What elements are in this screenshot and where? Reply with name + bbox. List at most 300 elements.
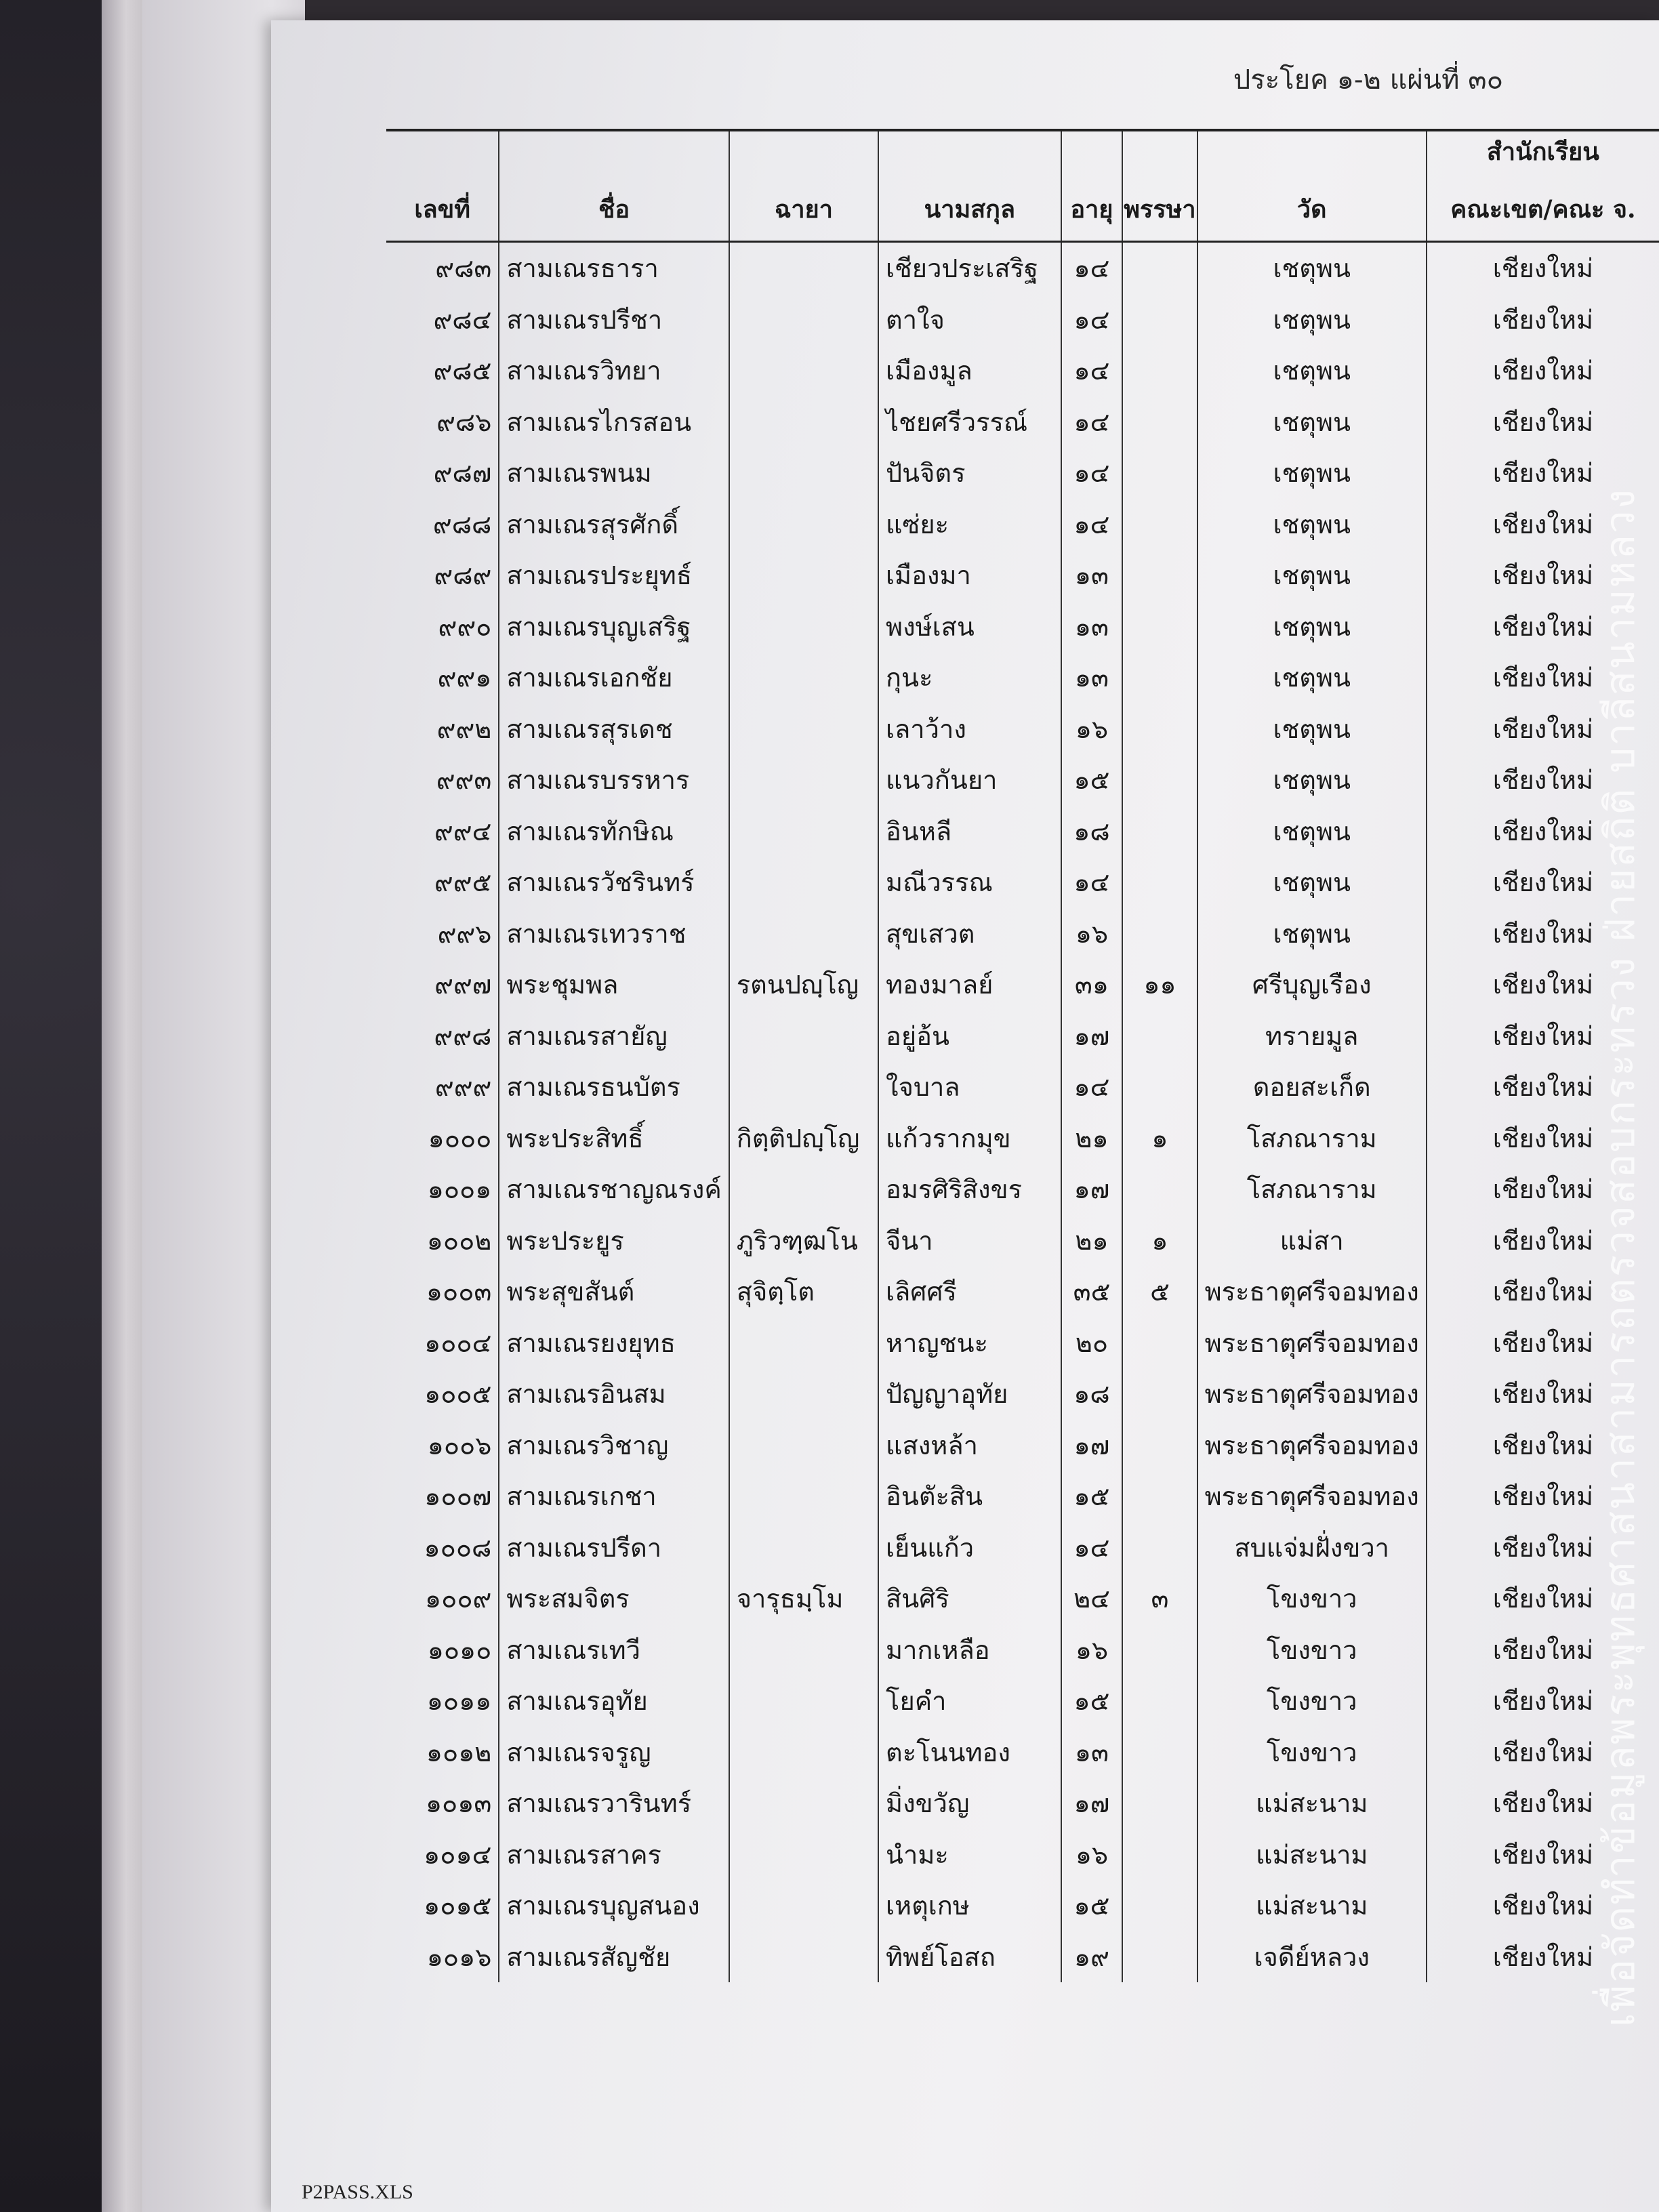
table-row xyxy=(386,908,1659,960)
cell-name: สามเณรบุญเสริฐ xyxy=(499,601,729,653)
cell-surname: โยคำ xyxy=(878,1675,1061,1727)
cell-no: ๙๙๘ xyxy=(434,1021,492,1051)
cell-name: สามเณรธารา xyxy=(499,242,729,294)
cell-age: ๑๕ xyxy=(1061,754,1123,806)
cell-name: พระชุมพล xyxy=(499,959,729,1010)
cell-office: เชียงใหม่ xyxy=(1427,1420,1659,1471)
footer-filename: P2PASS.XLS xyxy=(302,2181,413,2203)
table-row xyxy=(386,1215,1659,1267)
cell-surname: หาญชนะ xyxy=(878,1317,1061,1369)
cell-office: เชียงใหม่ xyxy=(1427,1522,1659,1574)
cell-name: สามเณรธนบัตร xyxy=(499,1061,729,1113)
cell-office: เชียงใหม่ xyxy=(1427,447,1659,499)
cell-title xyxy=(729,1164,878,1215)
cell-office: เชียงใหม่ xyxy=(1427,1164,1659,1215)
cell-title: สุจิตฺโต xyxy=(729,1266,878,1317)
cell-surname: นำมะ xyxy=(878,1829,1061,1881)
cell-temple: ศรีบุญเรือง xyxy=(1197,959,1427,1010)
cell-office: เชียงใหม่ xyxy=(1427,550,1659,601)
cell-title xyxy=(729,1931,878,1983)
cell-office: เชียงใหม่ xyxy=(1427,1931,1659,1983)
cell-name: สามเณรไกรสอน xyxy=(499,396,729,448)
cell-office: เชียงใหม่ xyxy=(1427,499,1659,550)
table-row xyxy=(386,703,1659,755)
column-header-office-top: สำนักเรียน xyxy=(1486,138,1599,166)
column-header-age: อายุ xyxy=(1061,130,1123,242)
cell-years: ๑๑ xyxy=(1122,959,1197,1010)
cell-title xyxy=(729,1061,878,1113)
cell-title: ภูริวฑฺฒโน xyxy=(729,1215,878,1267)
cell-title xyxy=(729,242,878,294)
cell-years xyxy=(1122,1522,1197,1574)
cell-temple: พระธาตุศรีจอมทอง xyxy=(1197,1317,1427,1369)
cell-age: ๑๖ xyxy=(1061,908,1123,960)
cell-title xyxy=(729,447,878,499)
cell-title xyxy=(729,1829,878,1881)
cell-no: ๙๙๔ xyxy=(434,816,492,846)
cell-surname: ตาใจ xyxy=(878,294,1061,346)
table-row xyxy=(386,1931,1659,1983)
cell-no: ๑๐๐๙ xyxy=(425,1584,492,1614)
cell-name: สามเณรปรีดา xyxy=(499,1522,729,1574)
cell-name: สามเณรเทวราช xyxy=(499,908,729,960)
cell-name: พระสมจิตร xyxy=(499,1573,729,1624)
cell-office: เชียงใหม่ xyxy=(1427,1317,1659,1369)
cell-temple: แม่สะนาม xyxy=(1197,1829,1427,1881)
cell-temple: พระธาตุศรีจอมทอง xyxy=(1197,1471,1427,1522)
cell-name: สามเณรอินสม xyxy=(499,1368,729,1420)
cell-surname: เลิศศรี xyxy=(878,1266,1061,1317)
cell-surname: อยู่อ้น xyxy=(878,1010,1061,1062)
cell-title xyxy=(729,499,878,550)
cell-name: พระประยูร xyxy=(499,1215,729,1267)
cell-years xyxy=(1122,345,1197,396)
cell-office: เชียงใหม่ xyxy=(1427,703,1659,755)
cell-temple: เชตุพน xyxy=(1197,550,1427,601)
table-row xyxy=(386,1880,1659,1931)
column-header-no: เลขที่ xyxy=(386,130,499,242)
cell-temple: โขงขาว xyxy=(1197,1675,1427,1727)
table-row xyxy=(386,1010,1659,1062)
cell-temple: ดอยสะเก็ด xyxy=(1197,1061,1427,1113)
cell-temple: พระธาตุศรีจอมทอง xyxy=(1197,1368,1427,1420)
cell-title xyxy=(729,1880,878,1931)
cell-no: ๙๙๖ xyxy=(437,918,492,949)
cell-temple: เชตุพน xyxy=(1197,601,1427,653)
cell-no: ๑๐๑๑ xyxy=(426,1686,492,1717)
cell-title xyxy=(729,345,878,396)
cell-temple: เชตุพน xyxy=(1197,294,1427,346)
cell-name: สามเณรวารินทร์ xyxy=(499,1778,729,1829)
cell-no: ๑๐๐๑ xyxy=(427,1174,492,1205)
cell-name: สามเณรสุรศักดิ์ xyxy=(499,499,729,550)
cell-no: ๙๘๗ xyxy=(433,458,492,489)
cell-name: สามเณรพนม xyxy=(499,447,729,499)
cell-name: สามเณรประยุทธ์ xyxy=(499,550,729,601)
cell-surname: มณีวรรณ xyxy=(878,857,1061,908)
cell-surname: ปัญญาอุทัย xyxy=(878,1368,1061,1420)
cell-age: ๒๑ xyxy=(1061,1215,1123,1267)
cell-temple: เชตุพน xyxy=(1197,652,1427,703)
cell-age: ๑๔ xyxy=(1061,499,1123,550)
cell-office: เชียงใหม่ xyxy=(1427,1368,1659,1420)
cell-temple: ทรายมูล xyxy=(1197,1010,1427,1062)
cell-no: ๙๘๙ xyxy=(434,560,492,591)
cell-age: ๑๔ xyxy=(1061,345,1123,396)
table-row xyxy=(386,1317,1659,1369)
cell-title xyxy=(729,1727,878,1778)
cell-title xyxy=(729,908,878,960)
cell-age: ๑๙ xyxy=(1061,1931,1123,1983)
cell-surname: เลาว้าง xyxy=(878,703,1061,755)
table-row xyxy=(386,1727,1659,1778)
cell-no: ๑๐๐๔ xyxy=(424,1328,492,1358)
table-row xyxy=(386,1113,1659,1164)
cell-temple: โสภณาราม xyxy=(1197,1113,1427,1164)
table-row xyxy=(386,1829,1659,1881)
cell-no: ๑๐๐๕ xyxy=(424,1379,492,1410)
cell-temple: เชตุพน xyxy=(1197,857,1427,908)
cell-age: ๑๓ xyxy=(1061,601,1123,653)
cell-years xyxy=(1122,550,1197,601)
cell-title xyxy=(729,550,878,601)
cell-temple: พระธาตุศรีจอมทอง xyxy=(1197,1266,1427,1317)
cell-surname: อมรศิริสิงขร xyxy=(878,1164,1061,1215)
cell-office: เชียงใหม่ xyxy=(1427,242,1659,294)
cell-age: ๑๔ xyxy=(1061,396,1123,448)
binder-cover xyxy=(0,0,102,2212)
cell-title: รตนปญฺโญ xyxy=(729,959,878,1010)
cell-years xyxy=(1122,1420,1197,1471)
cell-name: พระประสิทธิ์ xyxy=(499,1113,729,1164)
cell-office: เชียงใหม่ xyxy=(1427,754,1659,806)
cell-age: ๑๘ xyxy=(1061,806,1123,857)
table-row xyxy=(386,754,1659,806)
table-row xyxy=(386,806,1659,857)
cell-years xyxy=(1122,1317,1197,1369)
watermark: เพื่อจัดทำข้อมูลพระพุทธศาสนาสามารถตรวจสอบกระทรวง ฝ่ายสถิติ บาลีสนามหลวง xyxy=(1597,488,1644,2027)
cell-years xyxy=(1122,703,1197,755)
cell-no: ๑๐๐๐ xyxy=(428,1123,492,1153)
cell-surname: เย็นแก้ว xyxy=(878,1522,1061,1574)
cell-no: ๙๘๕ xyxy=(433,356,492,386)
cell-title xyxy=(729,1675,878,1727)
cell-age: ๑๓ xyxy=(1061,550,1123,601)
results-table xyxy=(386,129,1659,1982)
cell-name: สามเณรสุรเดช xyxy=(499,703,729,755)
cell-age: ๑๖ xyxy=(1061,1624,1123,1676)
cell-age: ๑๖ xyxy=(1061,703,1123,755)
cell-years xyxy=(1122,1675,1197,1727)
cell-title: กิตฺติปญฺโญ xyxy=(729,1113,878,1164)
cell-no: ๑๐๑๕ xyxy=(424,1891,492,1921)
cell-name: สามเณรเอกชัย xyxy=(499,652,729,703)
cell-title xyxy=(729,857,878,908)
cell-surname: อินหลี xyxy=(878,806,1061,857)
cell-name: สามเณรสัญชัย xyxy=(499,1931,729,1983)
cell-years: ๕ xyxy=(1122,1266,1197,1317)
cell-age: ๑๓ xyxy=(1061,1727,1123,1778)
cell-years xyxy=(1122,806,1197,857)
page-header: ประโยค ๑-๒ แผ่นที่ ๓๐ xyxy=(1233,64,1503,96)
cell-surname: มากเหลือ xyxy=(878,1624,1061,1676)
cell-years xyxy=(1122,652,1197,703)
cell-years xyxy=(1122,1829,1197,1881)
table-row xyxy=(386,1624,1659,1676)
cell-years xyxy=(1122,857,1197,908)
cell-surname: เหตุเกษ xyxy=(878,1880,1061,1931)
cell-age: ๑๔ xyxy=(1061,294,1123,346)
cell-years xyxy=(1122,1880,1197,1931)
cell-title xyxy=(729,703,878,755)
cell-age: ๑๔ xyxy=(1061,857,1123,908)
cell-years: ๑ xyxy=(1122,1215,1197,1267)
cell-surname: แนวกันยา xyxy=(878,754,1061,806)
cell-surname: เมืองมา xyxy=(878,550,1061,601)
cell-temple: แม่สา xyxy=(1197,1215,1427,1267)
cell-years xyxy=(1122,1061,1197,1113)
column-header-office xyxy=(1427,130,1659,242)
cell-title xyxy=(729,396,878,448)
cell-years xyxy=(1122,1164,1197,1215)
cell-name: สามเณรสายัญ xyxy=(499,1010,729,1062)
cell-surname: ทิพย์โอสถ xyxy=(878,1931,1061,1983)
cell-name: สามเณรวัชรินทร์ xyxy=(499,857,729,908)
cell-age: ๑๕ xyxy=(1061,1471,1123,1522)
cell-surname: แก้วรากมุข xyxy=(878,1113,1061,1164)
cell-age: ๑๕ xyxy=(1061,1675,1123,1727)
binder-edge xyxy=(102,0,142,2212)
cell-no: ๙๙๒ xyxy=(436,714,492,744)
cell-title xyxy=(729,1317,878,1369)
cell-years xyxy=(1122,447,1197,499)
cell-office: เชียงใหม่ xyxy=(1427,1675,1659,1727)
cell-surname: แซ่ยะ xyxy=(878,499,1061,550)
cell-age: ๒๔ xyxy=(1061,1573,1123,1624)
column-header-years: พรรษา xyxy=(1122,130,1197,242)
cell-office: เชียงใหม่ xyxy=(1427,1778,1659,1829)
table-row xyxy=(386,1266,1659,1317)
cell-no: ๑๐๑๐ xyxy=(427,1635,492,1665)
cell-temple: โสภณาราม xyxy=(1197,1164,1427,1215)
cell-temple: เชตุพน xyxy=(1197,806,1427,857)
cell-name: สามเณรวิทยา xyxy=(499,345,729,396)
cell-name: สามเณรสาคร xyxy=(499,1829,729,1881)
cell-age: ๑๓ xyxy=(1061,652,1123,703)
table-row xyxy=(386,1368,1659,1420)
cell-office: เชียงใหม่ xyxy=(1427,601,1659,653)
cell-name: สามเณรชาญณรงค์ xyxy=(499,1164,729,1215)
cell-temple: สบแจ่มฝั่งขวา xyxy=(1197,1522,1427,1574)
cell-temple: เชตุพน xyxy=(1197,754,1427,806)
cell-temple: เชตุพน xyxy=(1197,447,1427,499)
cell-surname: เชียวประเสริฐ xyxy=(878,242,1061,294)
cell-office: เชียงใหม่ xyxy=(1427,806,1659,857)
cell-name: สามเณรเกชา xyxy=(499,1471,729,1522)
table-row xyxy=(386,1164,1659,1215)
cell-no: ๙๙๗ xyxy=(434,970,492,1000)
cell-surname: มิ่งขวัญ xyxy=(878,1778,1061,1829)
cell-no: ๙๘๖ xyxy=(436,407,492,437)
cell-no: ๙๙๐ xyxy=(438,611,492,642)
cell-no: ๑๐๐๗ xyxy=(424,1481,492,1512)
cell-temple: โขงขาว xyxy=(1197,1727,1427,1778)
cell-title xyxy=(729,652,878,703)
cell-title: จารุธมฺโม xyxy=(729,1573,878,1624)
cell-name: สามเณรจรูญ xyxy=(499,1727,729,1778)
cell-office: เชียงใหม่ xyxy=(1427,1113,1659,1164)
table-body xyxy=(386,242,1659,1983)
cell-age: ๑๗ xyxy=(1061,1164,1123,1215)
table-header-row xyxy=(386,130,1659,242)
cell-office: เชียงใหม่ xyxy=(1427,908,1659,960)
table-row xyxy=(386,959,1659,1010)
cell-age: ๑๗ xyxy=(1061,1010,1123,1062)
cell-name: สามเณรวิชาญ xyxy=(499,1420,729,1471)
cell-years xyxy=(1122,908,1197,960)
cell-name: สามเณรบรรหาร xyxy=(499,754,729,806)
table-row xyxy=(386,1522,1659,1574)
cell-no: ๙๙๑ xyxy=(437,663,492,693)
cell-temple: เชตุพน xyxy=(1197,499,1427,550)
cell-years xyxy=(1122,754,1197,806)
cell-temple: เชตุพน xyxy=(1197,396,1427,448)
column-header-title: ฉายา xyxy=(729,130,878,242)
cell-no: ๙๘๔ xyxy=(433,304,492,335)
cell-years xyxy=(1122,499,1197,550)
cell-temple: เชตุพน xyxy=(1197,242,1427,294)
cell-years xyxy=(1122,396,1197,448)
cell-years xyxy=(1122,1368,1197,1420)
cell-office: เชียงใหม่ xyxy=(1427,396,1659,448)
cell-surname: แสงหล้า xyxy=(878,1420,1061,1471)
cell-age: ๓๑ xyxy=(1061,959,1123,1010)
cell-age: ๑๘ xyxy=(1061,1368,1123,1420)
cell-years: ๑ xyxy=(1122,1113,1197,1164)
cell-office: เชียงใหม่ xyxy=(1427,1215,1659,1267)
table-row xyxy=(386,499,1659,550)
cell-years xyxy=(1122,601,1197,653)
cell-title xyxy=(729,601,878,653)
cell-surname: สุขเสวต xyxy=(878,908,1061,960)
cell-surname: สินศิริ xyxy=(878,1573,1061,1624)
cell-years: ๓ xyxy=(1122,1573,1197,1624)
cell-title xyxy=(729,1368,878,1420)
cell-no: ๙๙๙ xyxy=(434,1072,492,1103)
cell-years xyxy=(1122,1471,1197,1522)
cell-no: ๙๙๓ xyxy=(436,765,492,796)
table-row xyxy=(386,1061,1659,1113)
cell-name: พระสุขสันต์ xyxy=(499,1266,729,1317)
table-row xyxy=(386,242,1659,294)
cell-temple: โขงขาว xyxy=(1197,1624,1427,1676)
cell-age: ๓๕ xyxy=(1061,1266,1123,1317)
cell-age: ๑๖ xyxy=(1061,1829,1123,1881)
cell-no: ๙๘๘ xyxy=(432,509,492,539)
column-header-name: ชื่อ xyxy=(499,130,729,242)
cell-office: เชียงใหม่ xyxy=(1427,959,1659,1010)
cell-name: สามเณรบุญสนอง xyxy=(499,1880,729,1931)
cell-name: สามเณรอุทัย xyxy=(499,1675,729,1727)
cell-name: สามเณรปรีชา xyxy=(499,294,729,346)
cell-years xyxy=(1122,1778,1197,1829)
cell-office: เชียงใหม่ xyxy=(1427,1266,1659,1317)
cell-age: ๑๔ xyxy=(1061,447,1123,499)
column-header-temple: วัด xyxy=(1197,130,1427,242)
cell-years xyxy=(1122,1931,1197,1983)
table-row xyxy=(386,1573,1659,1624)
table-row xyxy=(386,447,1659,499)
table-row xyxy=(386,550,1659,601)
document-page xyxy=(271,20,1659,2212)
cell-title xyxy=(729,1420,878,1471)
cell-age: ๑๗ xyxy=(1061,1420,1123,1471)
cell-no: ๑๐๑๖ xyxy=(426,1942,492,1972)
cell-years xyxy=(1122,1624,1197,1676)
cell-age: ๑๔ xyxy=(1061,1522,1123,1574)
table-row xyxy=(386,601,1659,653)
cell-title xyxy=(729,754,878,806)
cell-no: ๑๐๐๖ xyxy=(427,1430,492,1460)
cell-no: ๑๐๐๓ xyxy=(426,1277,492,1307)
cell-office: เชียงใหม่ xyxy=(1427,294,1659,346)
cell-surname: กุนะ xyxy=(878,652,1061,703)
cell-office: เชียงใหม่ xyxy=(1427,345,1659,396)
table-row xyxy=(386,652,1659,703)
cell-years xyxy=(1122,1010,1197,1062)
cell-surname: พงษ์เสน xyxy=(878,601,1061,653)
cell-temple: เชตุพน xyxy=(1197,908,1427,960)
cell-years xyxy=(1122,1727,1197,1778)
cell-surname: ไชยศรีวรรณ์ xyxy=(878,396,1061,448)
cell-surname: จีนา xyxy=(878,1215,1061,1267)
cell-age: ๑๔ xyxy=(1061,242,1123,294)
table-row xyxy=(386,1675,1659,1727)
cell-title xyxy=(729,806,878,857)
cell-temple: โขงขาว xyxy=(1197,1573,1427,1624)
cell-temple: แม่สะนาม xyxy=(1197,1880,1427,1931)
cell-office: เชียงใหม่ xyxy=(1427,1624,1659,1676)
cell-title xyxy=(729,1522,878,1574)
cell-temple: เชตุพน xyxy=(1197,703,1427,755)
cell-title xyxy=(729,1010,878,1062)
cell-office: เชียงใหม่ xyxy=(1427,1471,1659,1522)
cell-office: เชียงใหม่ xyxy=(1427,1727,1659,1778)
cell-surname: ทองมาลย์ xyxy=(878,959,1061,1010)
cell-surname: ตะโนนทอง xyxy=(878,1727,1061,1778)
cell-name: สามเณรเทวี xyxy=(499,1624,729,1676)
cell-surname: ปันจิตร xyxy=(878,447,1061,499)
table-row xyxy=(386,1471,1659,1522)
cell-title xyxy=(729,1624,878,1676)
column-header-office-sub: คณะเขต/คณะ จ. xyxy=(1450,195,1636,224)
table-row xyxy=(386,396,1659,448)
cell-no: ๑๐๑๒ xyxy=(426,1737,492,1767)
cell-temple: เชตุพน xyxy=(1197,345,1427,396)
table-row xyxy=(386,1778,1659,1829)
cell-years xyxy=(1122,294,1197,346)
cell-age: ๒๐ xyxy=(1061,1317,1123,1369)
cell-temple: เจดีย์หลวง xyxy=(1197,1931,1427,1983)
cell-age: ๑๗ xyxy=(1061,1778,1123,1829)
table-row xyxy=(386,345,1659,396)
cell-title xyxy=(729,1778,878,1829)
cell-no: ๙๙๕ xyxy=(434,867,492,898)
cell-years xyxy=(1122,242,1197,294)
cell-office: เชียงใหม่ xyxy=(1427,1573,1659,1624)
table-row xyxy=(386,1420,1659,1471)
cell-name: สามเณรยงยุทธ xyxy=(499,1317,729,1369)
